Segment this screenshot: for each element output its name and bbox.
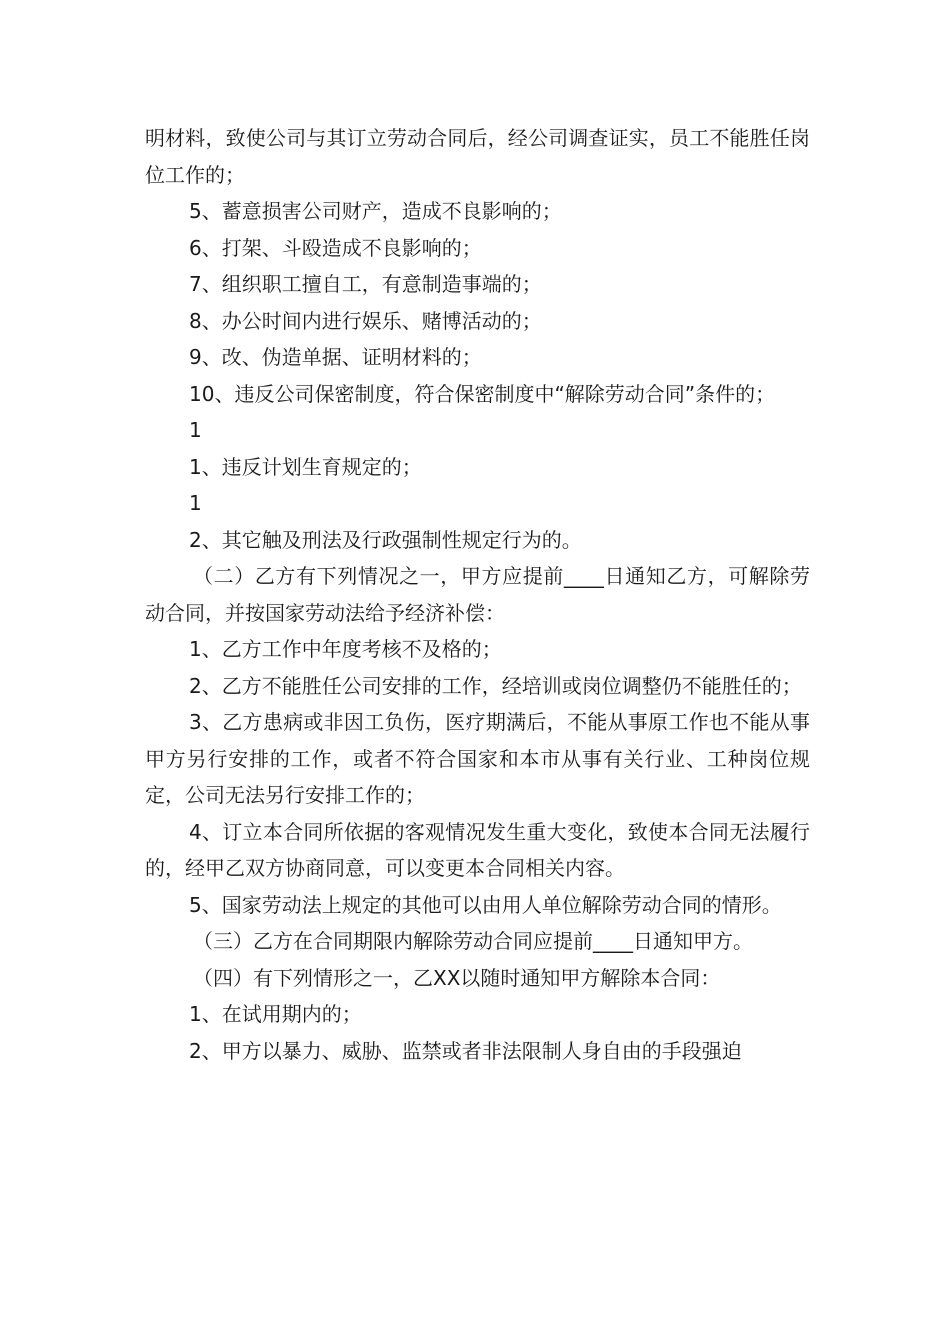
list-item: 9、改、伪造单据、证明材料的； — [189, 345, 482, 369]
section-heading-3: （三）乙方在合同期限内解除劳动合同应提前____日通知甲方。 — [193, 929, 753, 953]
list-item: 8、办公时间内进行娱乐、赌博活动的； — [189, 308, 542, 333]
list-item: 4、订立本合同所依据的客观情况发生重大变化，致使本合同无法履行的，经甲乙双方协商同意，可以变更本合同相关内容。 — [145, 819, 810, 880]
list-item: 1、在试用期内的； — [189, 1002, 362, 1026]
list-item: 1 — [189, 491, 202, 515]
list-item: 2、甲方以暴力、威胁、监禁或者非法限制人身自由的手段强迫 — [189, 1038, 742, 1063]
section-heading-4: （四）有下列情形之一，乙XX以随时通知甲方解除本合同： — [193, 965, 721, 990]
list-item: 10、违反公司保密制度，符合保密制度中“解除劳动合同”条件的； — [189, 381, 776, 406]
list-item: 5、国家劳动法上规定的其他可以由用人单位解除劳动合同的情形。 — [189, 892, 782, 917]
document-body — [145, 120, 810, 1069]
list-item: 1、违反计划生育规定的； — [189, 454, 422, 479]
list-item: 2、乙方不能胜任公司安排的工作，经培训或岗位调整仍不能胜任的； — [189, 673, 802, 698]
list-item: 6、打架、斗殴造成不良影响的； — [189, 235, 482, 260]
list-item: 5、蓄意损害公司财产，造成不良影响的； — [189, 199, 562, 223]
list-item: 1 — [189, 418, 202, 442]
list-item: 1、乙方工作中年度考核不及格的； — [189, 637, 502, 661]
list-item: 2、其它触及刑法及行政强制性规定行为的。 — [189, 527, 582, 552]
paragraph-continuation: 明材料，致使公司与其订立劳动合同后，经公司调查证实，员工不能胜任岗位工作的； — [145, 126, 810, 187]
list-item: 7、组织职工擅自工，有意制造事端的； — [189, 272, 542, 296]
list-item: 3、乙方患病或非因工负伤，医疗期满后，不能从事原工作也不能从事甲方另行安排的工作，或者不符合国家和本市从事有关行业、工种岗位规定，公司无法另行安排工作的； — [145, 710, 810, 807]
section-heading-2: （二）乙方有下列情况之一，甲方应提前____日通知乙方，可解除劳动合同，并按国家劳动法给予经济补偿： — [145, 564, 810, 625]
